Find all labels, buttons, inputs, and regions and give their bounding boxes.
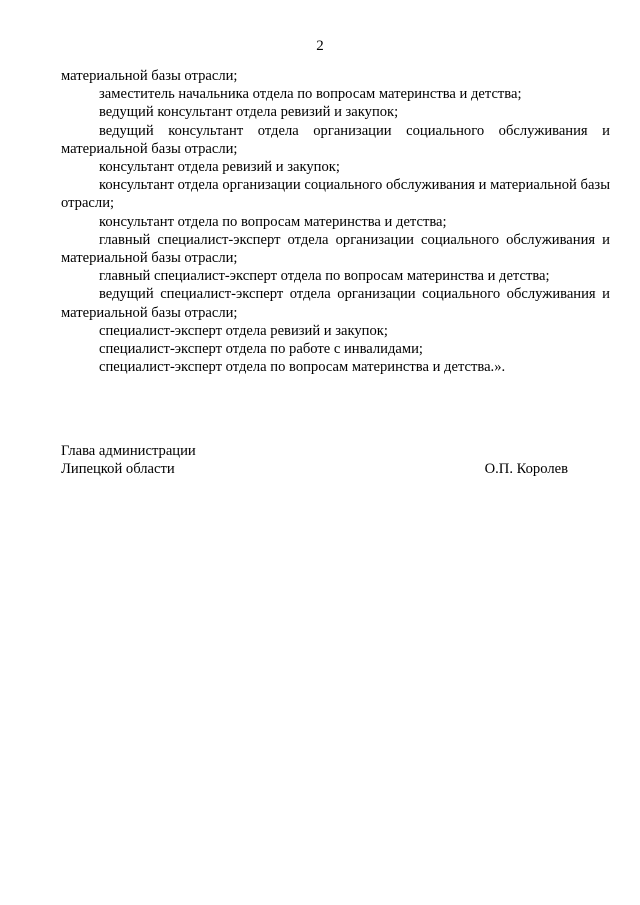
page-number: 2 bbox=[316, 38, 324, 54]
list-item: главный специалист-эксперт отдела организации социального обслуживания и материальной базы отрасли; bbox=[61, 231, 610, 267]
document-body bbox=[61, 67, 610, 376]
list-item: специалист-эксперт отдела ревизий и закупок; bbox=[99, 322, 388, 339]
paragraph-continuation: материальной базы отрасли; bbox=[61, 68, 238, 84]
list-item: консультант отдела по вопросам материнства и детства; bbox=[99, 213, 447, 230]
list-item: специалист-эксперт отдела по вопросам материнства и детства.». bbox=[99, 359, 506, 376]
signature-title-line-2 bbox=[61, 460, 568, 478]
list-item: заместитель начальника отдела по вопросам материнства и детства; bbox=[99, 86, 522, 103]
list-item: специалист-эксперт отдела по работе с инвалидами; bbox=[99, 341, 423, 358]
list-item: ведущий специалист-эксперт отдела организации социального обслуживания и материальной базы отрасли; bbox=[61, 286, 610, 321]
list-item: консультант отдела организации социального обслуживания и материальной базы отрасли; bbox=[61, 177, 610, 212]
list-item: ведущий консультант отдела ревизий и закупок; bbox=[99, 104, 399, 121]
list-item: главный специалист-эксперт отдела по вопросам материнства и детства; bbox=[99, 268, 550, 285]
list-item: консультант отдела ревизий и закупок; bbox=[99, 159, 340, 176]
signature-block bbox=[61, 442, 568, 478]
list-item: ведущий консультант отдела организации социального обслуживания и материальной базы отрасли; bbox=[61, 122, 610, 157]
signatory-name: О.П. Королев bbox=[484, 461, 568, 478]
signatory-region: Липецкой области bbox=[61, 461, 175, 478]
signature-title-line-1 bbox=[61, 442, 568, 460]
signatory-title: Глава администрации bbox=[61, 443, 196, 459]
